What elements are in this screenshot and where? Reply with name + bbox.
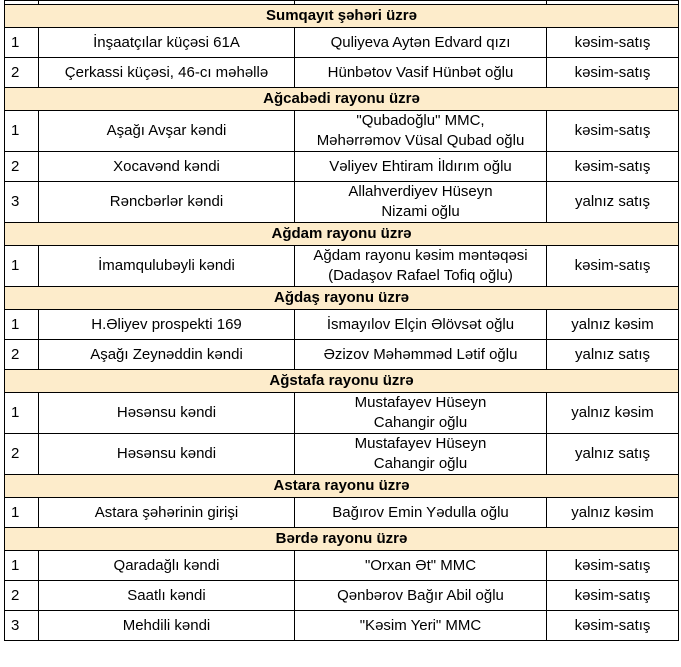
section-title: Astara rayonu üzrə [5, 475, 679, 498]
table-row [5, 310, 679, 340]
owner-line: Mustafayev Hüseyn [354, 435, 487, 452]
address-cell: Xocavənd kəndi [39, 152, 295, 182]
owner-line: Cahangir oğlu [373, 414, 468, 431]
section-header-row [5, 287, 679, 310]
table-row [5, 28, 679, 58]
address-cell: Həsənsu kəndi [39, 393, 295, 434]
owner-line: Hünbətov Vasif Hünbət oğlu [327, 63, 514, 81]
slaughter-points-table [4, 0, 679, 641]
owner-line: Quliyeva Aytən Edvard qızı [330, 33, 511, 51]
owner-line: Cahangir oğlu [373, 455, 468, 472]
table-body [5, 1, 679, 641]
row-number: 2 [5, 152, 39, 182]
row-number: 3 [5, 611, 39, 641]
section-header-row [5, 528, 679, 551]
owner-line: "Qubadoğlu" MMC, [356, 112, 485, 129]
row-number: 1 [5, 551, 39, 581]
address-cell: Aşağı Avşar kəndi [39, 111, 295, 152]
activity-type-cell: yalnız kəsim [547, 393, 679, 434]
owner-cell [295, 310, 547, 340]
table-row [5, 498, 679, 528]
row-number: 2 [5, 434, 39, 475]
table-row [5, 393, 679, 434]
address-cell: Çerkassi küçəsi, 46-cı məhəllə [39, 58, 295, 88]
section-header-row [5, 223, 679, 246]
activity-type-cell: kəsim-satış [547, 246, 679, 287]
row-number: 1 [5, 310, 39, 340]
table-row [5, 58, 679, 88]
owner-cell [295, 340, 547, 370]
section-title: Sumqayıt şəhəri üzrə [5, 5, 679, 28]
table-row [5, 111, 679, 152]
owner-line: Ağdam rayonu kəsim məntəqəsi [313, 247, 528, 264]
owner-cell [295, 246, 547, 287]
owner-cell [295, 393, 547, 434]
owner-line: Bağırov Emin Yədulla oğlu [332, 503, 509, 521]
address-cell: Astara şəhərinin girişi [39, 498, 295, 528]
activity-type-cell: kəsim-satış [547, 581, 679, 611]
address-cell: Rəncbərlər kəndi [39, 182, 295, 223]
section-title: Bərdə rayonu üzrə [5, 528, 679, 551]
section-header-row [5, 5, 679, 28]
owner-cell [295, 58, 547, 88]
row-number: 1 [5, 393, 39, 434]
table-row [5, 182, 679, 223]
owner-cell [295, 551, 547, 581]
table-row [5, 611, 679, 641]
table-row [5, 340, 679, 370]
owner-cell [295, 611, 547, 641]
table-row [5, 581, 679, 611]
table-row [5, 246, 679, 287]
owner-cell [295, 434, 547, 475]
owner-line: (Dadaşov Rafael Tofiq oğlu) [328, 267, 513, 284]
section-title: Ağdam rayonu üzrə [5, 223, 679, 246]
row-number: 1 [5, 498, 39, 528]
activity-type-cell: kəsim-satış [547, 28, 679, 58]
owner-cell [295, 498, 547, 528]
section-header-row [5, 370, 679, 393]
section-header-row [5, 88, 679, 111]
activity-type-cell: kəsim-satış [547, 58, 679, 88]
address-cell: Həsənsu kəndi [39, 434, 295, 475]
section-title: Ağdaş rayonu üzrə [5, 287, 679, 310]
address-cell: Aşağı Zeynəddin kəndi [39, 340, 295, 370]
table-row [5, 551, 679, 581]
owner-line: "Orxan Ət" MMC [364, 556, 477, 574]
owner-line: Allahverdiyev Hüseyn [348, 183, 493, 200]
owner-line: Qənbərov Bağır Abil oğlu [337, 586, 504, 604]
row-number: 2 [5, 340, 39, 370]
address-cell: İnşaatçılar küçəsi 61A [39, 28, 295, 58]
activity-type-cell: kəsim-satış [547, 551, 679, 581]
owner-cell [295, 182, 547, 223]
owner-cell [295, 152, 547, 182]
address-cell: İmamqulubəyli kəndi [39, 246, 295, 287]
table-row [5, 152, 679, 182]
owner-line: İsmayılov Elçin Əlövsət oğlu [326, 315, 515, 333]
address-cell: H.Əliyev prospekti 169 [39, 310, 295, 340]
row-number: 1 [5, 246, 39, 287]
address-cell: Qaradağlı kəndi [39, 551, 295, 581]
row-number: 2 [5, 58, 39, 88]
activity-type-cell: yalnız satış [547, 434, 679, 475]
activity-type-cell: yalnız satış [547, 340, 679, 370]
row-number: 2 [5, 581, 39, 611]
owner-cell [295, 28, 547, 58]
address-cell: Saatlı kəndi [39, 581, 295, 611]
row-number: 3 [5, 182, 39, 223]
activity-type-cell: kəsim-satış [547, 152, 679, 182]
row-number: 1 [5, 28, 39, 58]
owner-cell [295, 581, 547, 611]
table-row [5, 434, 679, 475]
activity-type-cell: kəsim-satış [547, 111, 679, 152]
section-title: Ağstafa rayonu üzrə [5, 370, 679, 393]
activity-type-cell: yalnız kəsim [547, 498, 679, 528]
section-title: Ağcabədi rayonu üzrə [5, 88, 679, 111]
address-cell: Mehdili kəndi [39, 611, 295, 641]
section-header-row [5, 475, 679, 498]
activity-type-cell: kəsim-satış [547, 611, 679, 641]
owner-line: Əzizov Məhəmməd Lətif oğlu [323, 345, 518, 363]
row-number: 1 [5, 111, 39, 152]
owner-line: "Kəsim Yeri" MMC [359, 616, 482, 634]
activity-type-cell: yalnız satış [547, 182, 679, 223]
owner-line: Nizami oğlu [381, 203, 460, 220]
owner-line: Mustafayev Hüseyn [354, 394, 487, 411]
owner-cell [295, 111, 547, 152]
activity-type-cell: yalnız kəsim [547, 310, 679, 340]
owner-line: Vəliyev Ehtiram İldırım oğlu [329, 157, 512, 175]
owner-line: Məhərrəmov Vüsal Qubad oğlu [316, 132, 525, 149]
